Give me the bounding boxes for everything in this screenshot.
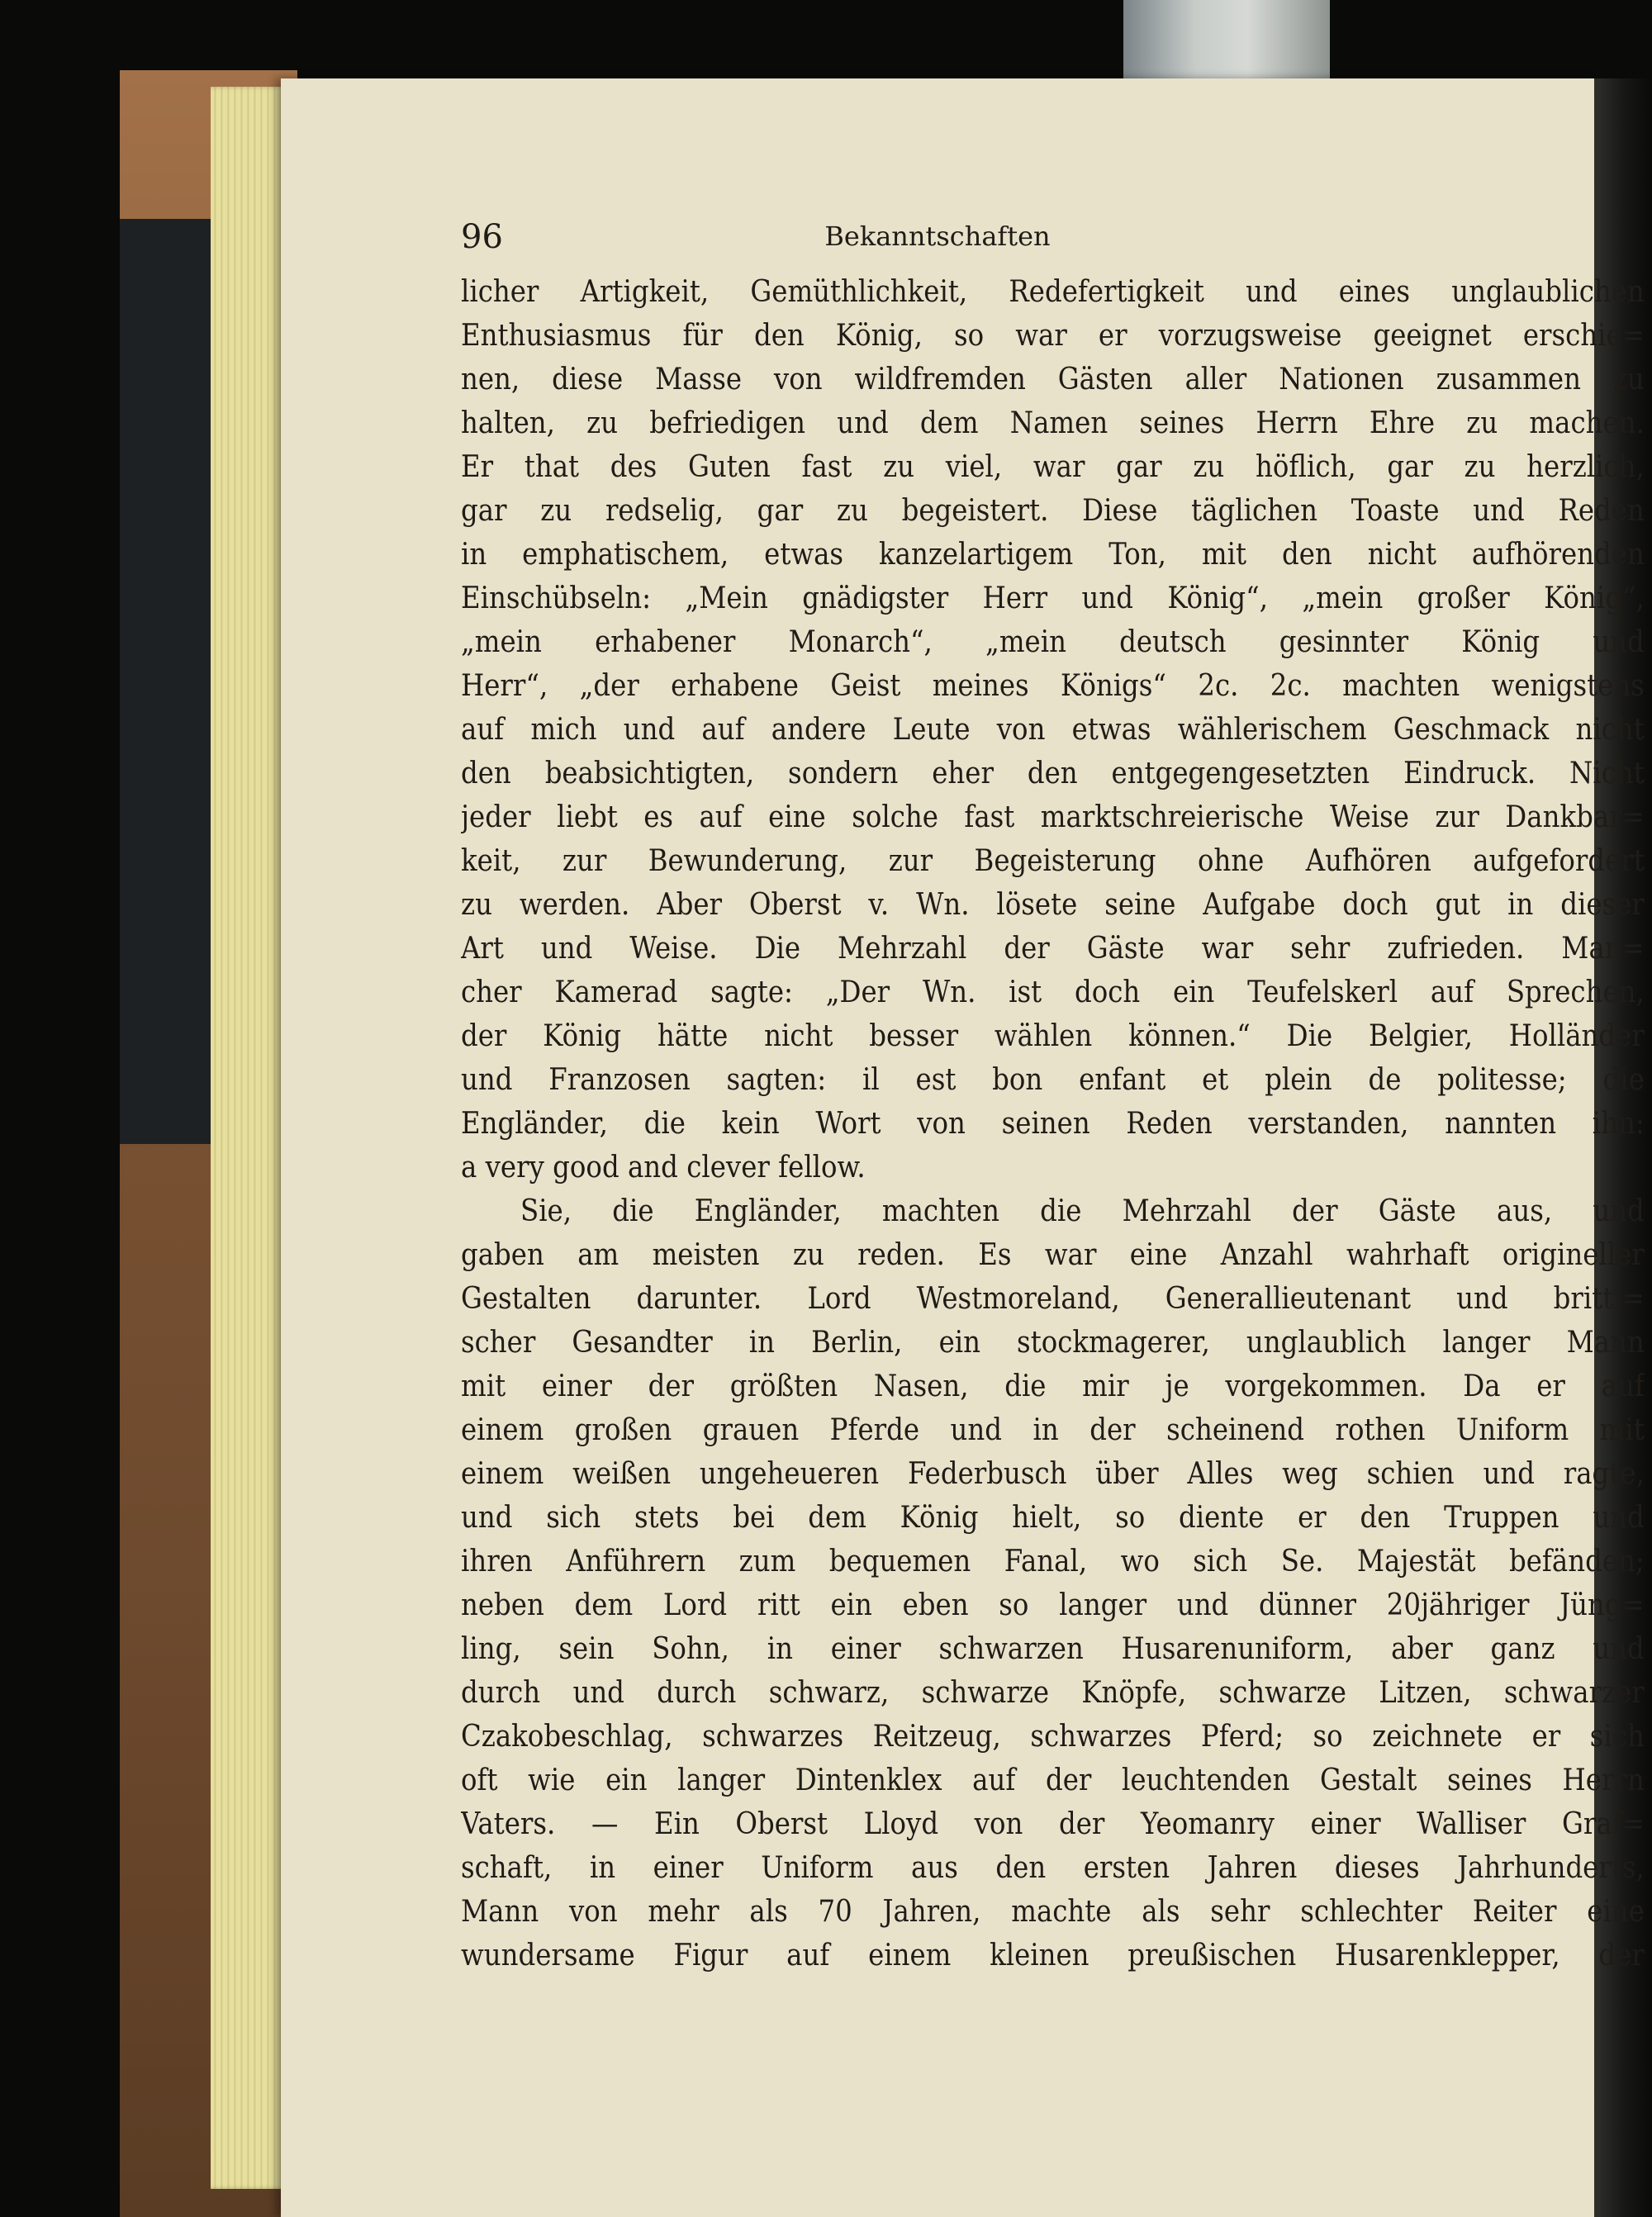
text-line: mit einer der größten Nasen, die mir je vorgekommen. Da er auf — [461, 1370, 1645, 1403]
text-line: Herr“, „der erhabene Geist meines Königs“ 2c. 2c. machten wenigstens — [461, 669, 1645, 703]
text-line: zu werden. Aber Oberst v. Wn. lösete seine Aufgabe doch gut in dieser — [461, 888, 1645, 922]
text-line: und Franzosen sagten: il est bon enfant et plein de politesse; die — [461, 1063, 1645, 1097]
text-line: gar zu redselig, gar zu begeistert. Diese täglichen Toaste und Reden — [461, 494, 1645, 528]
text-line: schaft, in einer Uniform aus den ersten Jahren dieses Jahrhunderts, — [461, 1851, 1645, 1885]
text-line: nen, diese Masse von wildfremden Gästen aller Nationen zusammen zu — [461, 363, 1645, 396]
text-line: Vaters. — Ein Oberst Lloyd von der Yeomanry einer Walliser Graf= — [461, 1807, 1645, 1841]
text-line: a very good and clever fellow. — [461, 1151, 866, 1184]
text-line: den beabsichtigten, sondern eher den entgegengesetzten Eindruck. Nicht — [461, 757, 1645, 790]
running-head: Bekanntschaften — [824, 221, 1051, 252]
text-line: licher Artigkeit, Gemüthlichkeit, Redefertigkeit und eines unglaublichen — [461, 275, 1645, 309]
text-line: Einschübseln: „Mein gnädigster Herr und König“, „mein großer König“, — [461, 582, 1645, 615]
text-line: ling, sein Sohn, in einer schwarzen Husarenuniform, aber ganz und — [461, 1632, 1645, 1666]
binding-cloth — [120, 219, 222, 1144]
text-line: cher Kamerad sagte: „Der Wn. ist doch ein Teufelskerl auf Sprechen, — [461, 976, 1645, 1009]
text-line: halten, zu befriedigen und dem Namen seines Herrn Ehre zu machen. — [461, 406, 1645, 440]
text-line: und sich stets bei dem König hielt, so diente er den Truppen und — [461, 1501, 1645, 1535]
text-line: einem weißen ungeheueren Federbusch über Alles weg schien und ragte, — [461, 1457, 1645, 1491]
text-line: Czakobeschlag, schwarzes Reitzeug, schwarzes Pferd; so zeichnete er sich — [461, 1720, 1645, 1754]
text-line: einem großen grauen Pferde und in der scheinend rothen Uniform mit — [461, 1413, 1645, 1447]
book-page — [281, 78, 1645, 2217]
text-line: ihren Anführern zum bequemen Fanal, wo sich Se. Majestät befänden; — [461, 1545, 1645, 1578]
text-line: auf mich und auf andere Leute von etwas wählerischem Geschmack nicht — [461, 713, 1645, 747]
text-line: neben dem Lord ritt ein eben so langer und dünner 20jähriger Jüng= — [461, 1588, 1645, 1622]
text-line: oft wie ein langer Dintenklex auf der leuchtenden Gestalt seines Herrn — [461, 1764, 1645, 1797]
text-line: „mein erhabener Monarch“, „mein deutsch gesinnter König und — [461, 625, 1645, 659]
text-line: der König hätte nicht besser wählen können.“ Die Belgier, Holländer — [461, 1019, 1645, 1053]
text-line: scher Gesandter in Berlin, ein stockmagerer, unglaublich langer Mann — [461, 1326, 1645, 1360]
text-line: Mann von mehr als 70 Jahren, machte als sehr schlechter Reiter eine — [461, 1895, 1645, 1929]
page-number: 96 — [461, 218, 503, 256]
text-line: keit, zur Bewunderung, zur Begeisterung ohne Aufhören aufgefordert — [461, 844, 1645, 878]
text-line: Art und Weise. Die Mehrzahl der Gäste war sehr zufrieden. Man= — [461, 932, 1645, 966]
text-line: jeder liebt es auf eine solche fast marktschreierische Weise zur Dankbar= — [461, 800, 1645, 834]
text-line: Engländer, die kein Wort von seinen Reden verstanden, nannten ihn: — [461, 1107, 1645, 1141]
page-edges — [211, 87, 285, 2189]
text-line: in emphatischem, etwas kanzelartigem Ton, mit den nicht aufhörenden — [461, 538, 1645, 572]
text-line: Sie, die Engländer, machten die Mehrzahl der Gäste aus, und — [520, 1194, 1645, 1228]
text-line: wundersame Figur auf einem kleinen preußischen Husarenklepper, der — [461, 1939, 1645, 1973]
text-line: Gestalten darunter. Lord Westmoreland, Generallieutenant und britti= — [461, 1282, 1645, 1316]
text-line: durch und durch schwarz, schwarze Knöpfe, schwarze Litzen, schwarzer — [461, 1676, 1645, 1710]
body-text — [461, 270, 1645, 1977]
text-line: gaben am meisten zu reden. Es war eine Anzahl wahrhaft origineller — [461, 1238, 1645, 1272]
text-line: Er that des Guten fast zu viel, war gar zu höflich, gar zu herzlich, — [461, 450, 1645, 484]
text-line: Enthusiasmus für den König, so war er vorzugsweise geeignet erschie= — [461, 319, 1645, 353]
